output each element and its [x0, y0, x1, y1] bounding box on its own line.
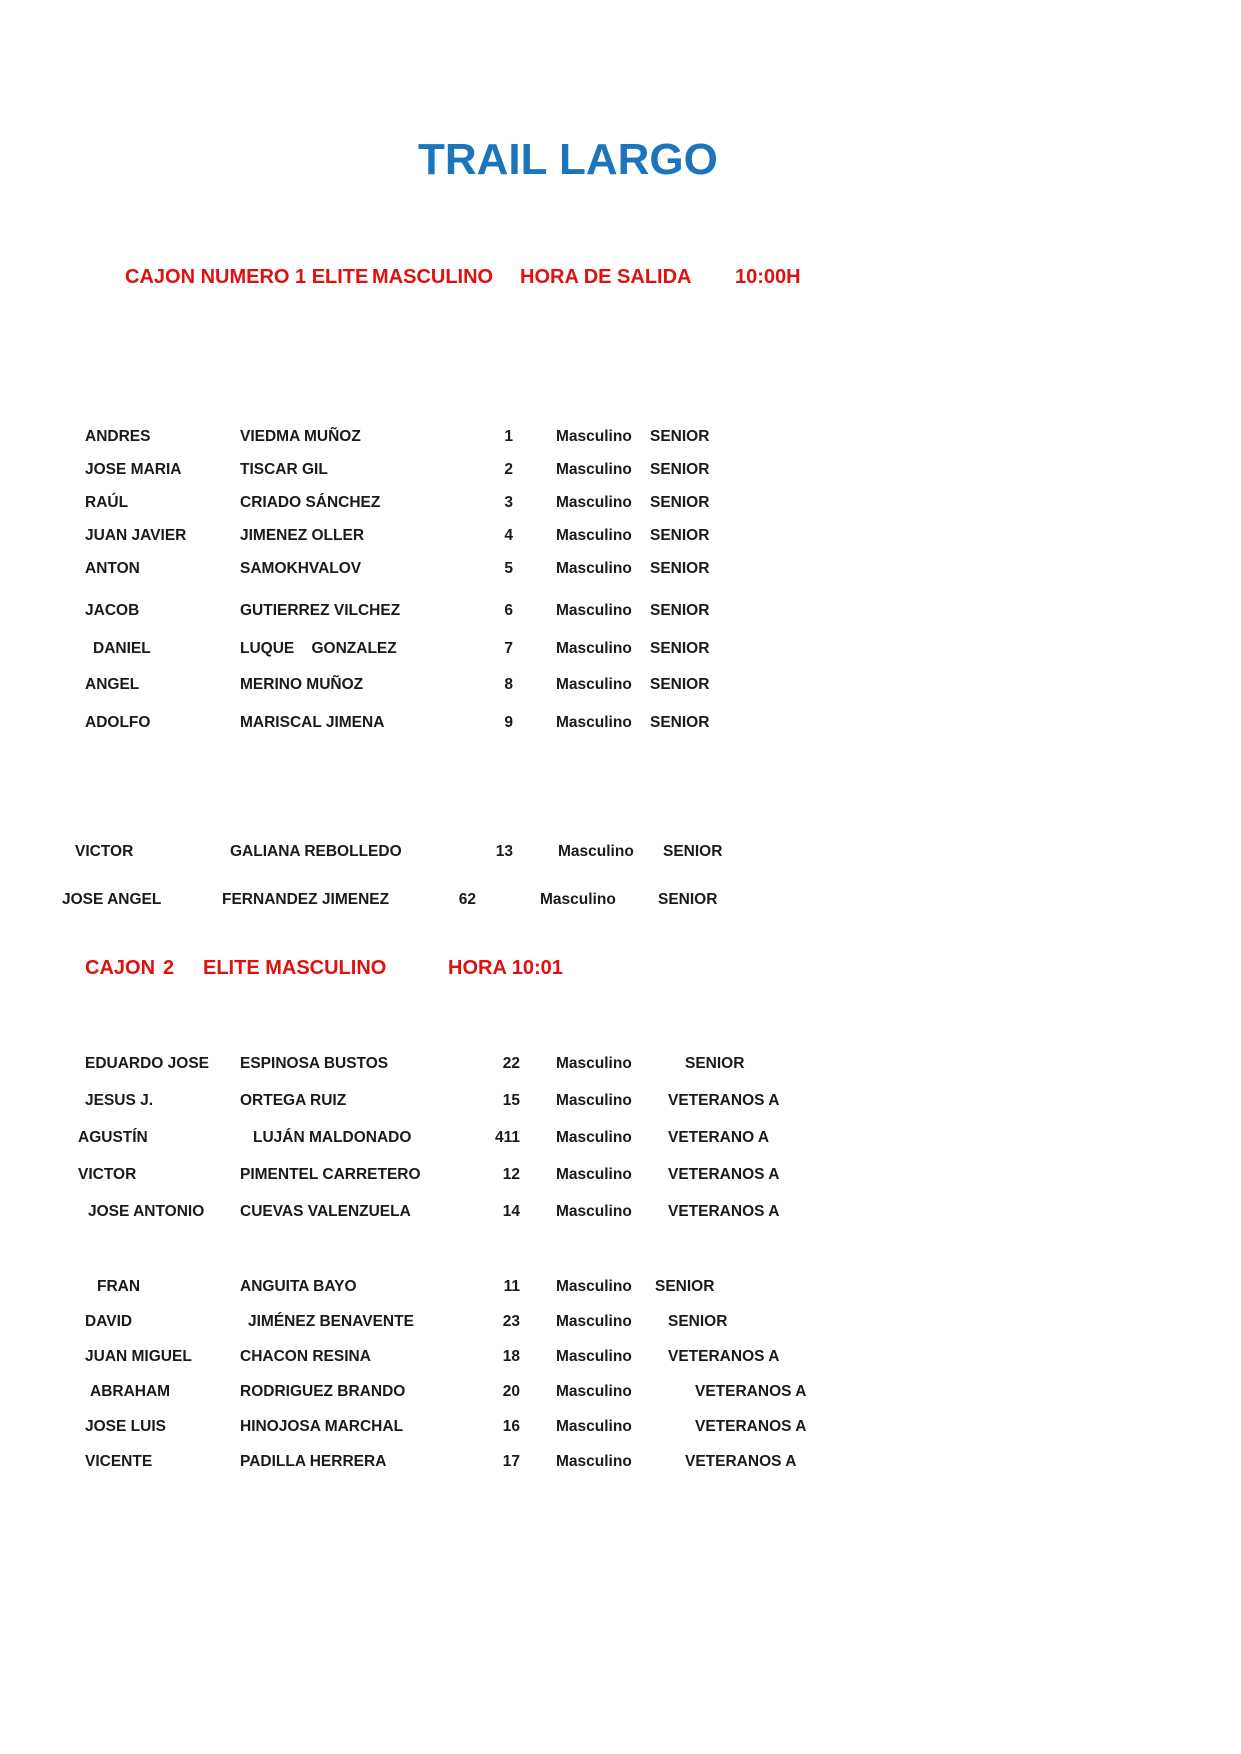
runner-row	[0, 1418, 1241, 1453]
runner-row	[0, 891, 1241, 939]
runner-gender: Masculino	[556, 1203, 632, 1220]
runner-bib-number: 5	[504, 560, 513, 577]
section2-runner-table-group1	[0, 1055, 1241, 1240]
runner-row	[0, 1313, 1241, 1348]
runner-last-name: CRIADO SÁNCHEZ	[240, 494, 381, 511]
runner-first-name: JUAN JAVIER	[85, 527, 187, 544]
runner-last-name: HINOJOSA MARCHAL	[240, 1418, 404, 1435]
runner-row	[0, 560, 1241, 593]
runner-bib-number: 1	[504, 428, 513, 445]
runner-bib-number: 13	[495, 843, 513, 860]
section1-runner-table	[0, 428, 1241, 747]
runner-bib-number: 22	[502, 1055, 520, 1072]
runner-category: SENIOR	[663, 843, 723, 860]
runner-first-name: JOSE MARIA	[85, 461, 182, 478]
runner-gender: Masculino	[556, 428, 632, 445]
section2-header	[0, 957, 1241, 987]
runner-gender: Masculino	[556, 640, 632, 657]
runner-first-name: ANGEL	[85, 676, 140, 693]
section1-header-start-time: 10:00H	[735, 266, 801, 288]
runner-category: VETERANOS A	[668, 1166, 780, 1183]
runner-category: SENIOR	[655, 1278, 715, 1295]
runner-first-name: JUAN MIGUEL	[85, 1348, 192, 1365]
runner-first-name: ANDRES	[85, 428, 151, 445]
runner-last-name: MERINO MUÑOZ	[240, 676, 364, 693]
runner-row	[0, 1348, 1241, 1383]
runner-category: SENIOR	[650, 602, 710, 619]
runner-first-name: FRAN	[97, 1278, 141, 1295]
runner-first-name: RAÚL	[85, 494, 129, 511]
runner-last-name: MARISCAL JIMENA	[240, 714, 385, 731]
runner-gender: Masculino	[556, 1418, 632, 1435]
section2-runner-table-group2	[0, 1278, 1241, 1488]
runner-bib-number: 14	[502, 1203, 520, 1220]
runner-gender: Masculino	[556, 560, 632, 577]
runner-first-name: VICTOR	[78, 1166, 137, 1183]
runner-last-name: ORTEGA RUIZ	[240, 1092, 347, 1109]
runner-last-name: CHACON RESINA	[240, 1348, 371, 1365]
runner-row	[0, 1203, 1241, 1240]
runner-first-name: JACOB	[85, 602, 140, 619]
runner-bib-number: 8	[504, 676, 513, 693]
runner-row	[0, 676, 1241, 709]
runner-category: VETERANOS A	[685, 1453, 797, 1470]
runner-category: SENIOR	[685, 1055, 745, 1072]
runner-last-name: GUTIERREZ VILCHEZ	[240, 602, 401, 619]
runner-first-name: ANTON	[85, 560, 140, 577]
runner-last-name: PADILLA HERRERA	[240, 1453, 387, 1470]
runner-gender: Masculino	[556, 1129, 632, 1146]
runner-row	[0, 461, 1241, 494]
runner-bib-number: 18	[502, 1348, 520, 1365]
runner-last-name: GALIANA REBOLLEDO	[230, 843, 402, 860]
runner-last-name: FERNANDEZ JIMENEZ	[222, 891, 390, 908]
runner-last-name: PIMENTEL CARRETERO	[240, 1166, 421, 1183]
runner-row	[0, 843, 1241, 891]
runner-bib-number: 7	[504, 640, 513, 657]
runner-bib-number: 6	[504, 602, 513, 619]
runner-category: VETERANOS A	[668, 1092, 780, 1109]
runner-gender: Masculino	[556, 461, 632, 478]
runner-row	[0, 428, 1241, 461]
runner-row	[0, 1055, 1241, 1092]
runner-gender: Masculino	[556, 527, 632, 544]
runner-row	[0, 1129, 1241, 1166]
runner-first-name: JOSE ANGEL	[62, 891, 162, 908]
runner-gender: Masculino	[556, 1453, 632, 1470]
runner-first-name: JOSE LUIS	[85, 1418, 166, 1435]
runner-category: SENIOR	[650, 461, 710, 478]
runner-gender: Masculino	[556, 494, 632, 511]
section1-header-cajon: CAJON NUMERO 1 ELITE	[125, 266, 369, 288]
runner-first-name: ADOLFO	[85, 714, 151, 731]
section1-extra-runner-rows	[0, 843, 1241, 939]
runner-category: SENIOR	[650, 560, 710, 577]
runner-category: VETERANOS A	[668, 1203, 780, 1220]
runner-category: SENIOR	[650, 527, 710, 544]
runner-gender: Masculino	[558, 843, 634, 860]
runner-row	[0, 1166, 1241, 1203]
runner-gender: Masculino	[556, 1055, 632, 1072]
section2-header-cajon: CAJON	[85, 957, 156, 979]
runner-row	[0, 494, 1241, 527]
runner-row	[0, 1383, 1241, 1418]
runner-category: VETERANO A	[668, 1129, 770, 1146]
runner-row	[0, 714, 1241, 747]
runner-category: VETERANOS A	[695, 1418, 807, 1435]
runner-last-name: VIEDMA MUÑOZ	[240, 428, 361, 445]
section2-header-start-time: HORA 10:01	[448, 957, 563, 979]
section1-header-start-label: HORA DE SALIDA	[520, 266, 692, 288]
runner-last-name: LUJÁN MALDONADO	[253, 1129, 412, 1146]
runner-gender: Masculino	[556, 1278, 632, 1295]
runner-row	[0, 527, 1241, 560]
runner-category: SENIOR	[650, 640, 710, 657]
runner-gender: Masculino	[556, 1383, 632, 1400]
runner-bib-number: 2	[504, 461, 513, 478]
runner-first-name: AGUSTÍN	[78, 1129, 148, 1146]
runner-last-name: LUQUE GONZALEZ	[240, 640, 397, 657]
runner-last-name: RODRIGUEZ BRANDO	[240, 1383, 406, 1400]
runner-last-name: JIMENEZ OLLER	[240, 527, 365, 544]
runner-first-name: JESUS J.	[85, 1092, 154, 1109]
runner-first-name: VICTOR	[75, 843, 134, 860]
runner-gender: Masculino	[556, 714, 632, 731]
runner-row	[0, 1092, 1241, 1129]
runner-first-name: DAVID	[85, 1313, 133, 1330]
runner-bib-number: 9	[504, 714, 513, 731]
runner-category: VETERANOS A	[668, 1348, 780, 1365]
runner-bib-number: 20	[502, 1383, 520, 1400]
runner-bib-number: 16	[502, 1418, 520, 1435]
section1-header-gender: MASCULINO	[372, 266, 494, 288]
runner-gender: Masculino	[540, 891, 616, 908]
runner-bib-number: 3	[504, 494, 513, 511]
runner-bib-number: 62	[458, 891, 476, 908]
runner-bib-number: 15	[502, 1092, 520, 1109]
runner-row	[0, 1453, 1241, 1488]
runner-last-name: TISCAR GIL	[240, 461, 328, 478]
runner-first-name: DANIEL	[93, 640, 151, 657]
runner-category: SENIOR	[658, 891, 718, 908]
runner-row	[0, 1278, 1241, 1313]
page-title: TRAIL LARGO	[418, 135, 718, 184]
runner-first-name: ABRAHAM	[90, 1383, 171, 1400]
runner-last-name: ANGUITA BAYO	[240, 1278, 357, 1295]
runner-gender: Masculino	[556, 676, 632, 693]
runner-bib-number: 11	[503, 1278, 520, 1295]
runner-row	[0, 602, 1241, 635]
runner-bib-number: 411	[494, 1129, 520, 1146]
runner-bib-number: 12	[502, 1166, 520, 1183]
runner-bib-number: 23	[502, 1313, 520, 1330]
runner-first-name: JOSE ANTONIO	[88, 1203, 205, 1220]
runner-gender: Masculino	[556, 1348, 632, 1365]
runner-category: SENIOR	[650, 428, 710, 445]
runner-first-name: VICENTE	[85, 1453, 153, 1470]
runner-last-name: SAMOKHVALOV	[240, 560, 362, 577]
runner-last-name: ESPINOSA BUSTOS	[240, 1055, 389, 1072]
runner-gender: Masculino	[556, 1313, 632, 1330]
runner-category: SENIOR	[650, 676, 710, 693]
section1-header	[0, 266, 1241, 296]
runner-bib-number: 4	[504, 527, 513, 544]
section2-header-number: 2	[163, 957, 175, 979]
runner-category: VETERANOS A	[695, 1383, 807, 1400]
runner-last-name: JIMÉNEZ BENAVENTE	[248, 1313, 414, 1330]
runner-bib-number: 17	[502, 1453, 520, 1470]
runner-first-name: EDUARDO JOSE	[85, 1055, 210, 1072]
runner-gender: Masculino	[556, 602, 632, 619]
section2-header-category: ELITE MASCULINO	[203, 957, 387, 979]
runner-last-name: CUEVAS VALENZUELA	[240, 1203, 411, 1220]
runner-category: SENIOR	[650, 494, 710, 511]
runner-row	[0, 640, 1241, 673]
runner-category: SENIOR	[668, 1313, 728, 1330]
runner-gender: Masculino	[556, 1166, 632, 1183]
runner-gender: Masculino	[556, 1092, 632, 1109]
runner-category: SENIOR	[650, 714, 710, 731]
